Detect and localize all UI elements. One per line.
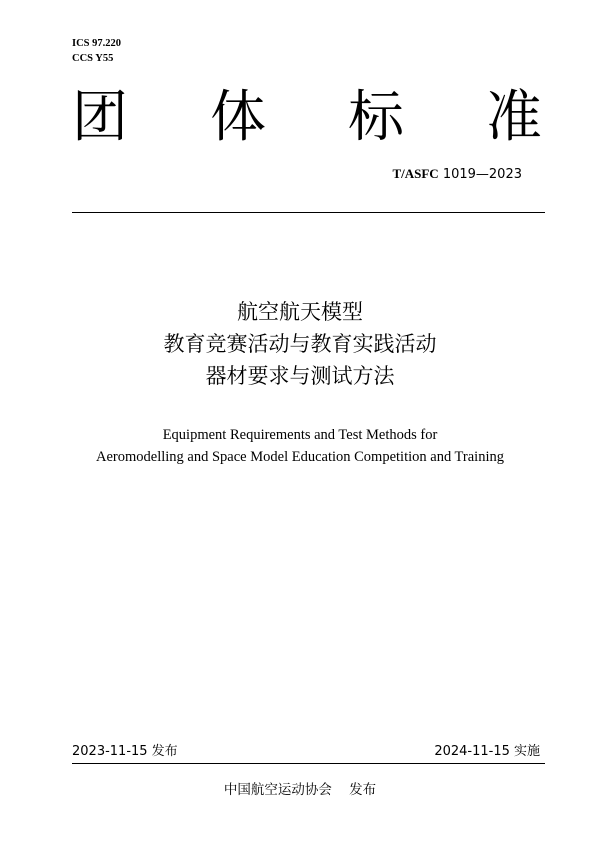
ccs-code: CCS Y55 (72, 53, 114, 64)
publisher: 中国航空运动协会 发布 (223, 782, 377, 798)
classification-codes (72, 36, 121, 66)
bottom-divider (72, 763, 545, 764)
chinese-title-line: 器材要求与测试方法 (205, 364, 395, 388)
standard-number-prefix: T/ASFC (392, 166, 439, 181)
title-char: 团 (72, 85, 128, 150)
title-char: 准 (486, 85, 542, 150)
chinese-title-line: 航空航天模型 (237, 300, 363, 324)
document-type-title (72, 86, 542, 150)
standard-number-value: 1019—2023 (438, 167, 522, 182)
top-divider (72, 212, 545, 213)
title-char: 体 (210, 85, 266, 150)
english-title-line: Equipment Requirements and Test Methods for (162, 427, 438, 443)
ics-code: ICS 97.220 (72, 38, 122, 49)
title-char: 标 (348, 85, 404, 150)
implementation-date: 2024-11-15 实施 (434, 744, 540, 759)
standard-number (392, 166, 522, 183)
english-title (0, 424, 600, 468)
chinese-title (0, 296, 600, 392)
english-title-line: Aeromodelling and Space Model Education Competition and Training (96, 449, 504, 465)
issue-date: 2023-11-15 发布 (72, 744, 178, 759)
chinese-title-line: 教育竞赛活动与教育实践活动 (163, 332, 437, 356)
